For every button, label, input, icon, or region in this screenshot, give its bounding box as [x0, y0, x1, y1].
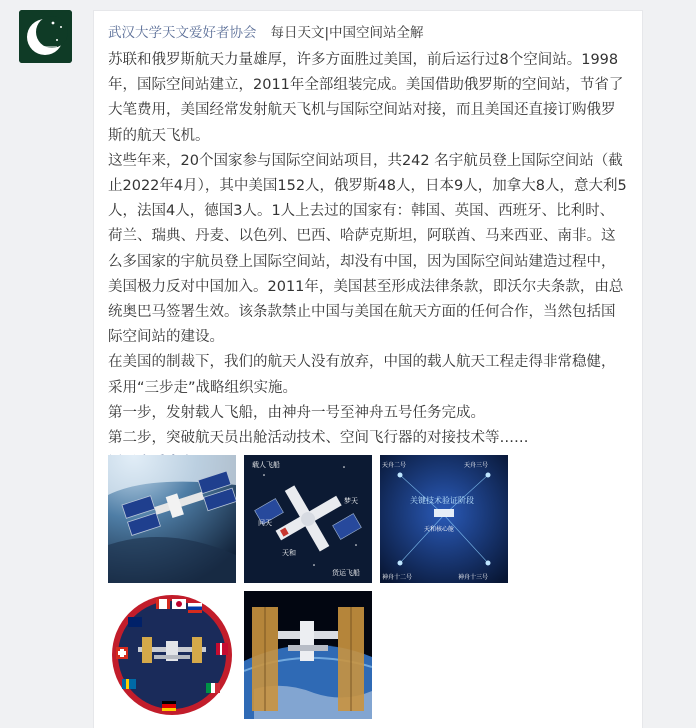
post-header	[108, 23, 424, 43]
paragraph-1: 苏联和俄罗斯航天力量雄厚，许多方面胜过美国，前后运行过8个空间站。1998年，国际空间站建立，2011年全部组装完成。美国借助俄罗斯的空间站，节省了大笔费用，美国经常发射航天飞机与国际空间站对接，而且美国还直接订购俄罗斯的航天飞机。	[108, 52, 624, 144]
diagram-label: 货运飞船	[332, 569, 360, 577]
diagram-label: 神舟十二号	[382, 574, 413, 581]
paragraph-4: 第一步，发射载人飞船，由神舟一号至神舟五号任务完成。	[108, 404, 485, 421]
paragraph-2: 这些年来，20个国家参与国际空间站项目，共242 名宇航员登上国际空间站（截止2022年4月），其中美国152人，俄罗斯48人，日本9人，加拿大8人，意大利5人，法国4人，德国3人。1人上去过的国家有：韩国、英国、西班牙、比利时、荷兰、瑞典、丹麦、以色列、巴西、哈萨克斯坦，阿联酋、马来西亚、南非。这么多国家的宇航员登上国际空间站，却没有中国，因为国际空间站建造过程中，美国极力反对中国加入。2011年，美国甚至形成法律条款，即沃尔夫条款，由总统奥巴马签署生效。该条款禁止中国与美国在航天方面的任何合作，当然包括国际空间站的建设。	[108, 152, 627, 346]
diagram-label: 神舟十三号	[458, 574, 489, 581]
diagram-label: 天舟三号	[464, 462, 489, 469]
paragraph-5: 第二步，突破航天员出舱活动技术、空间飞行器的对接技术等……	[108, 430, 529, 447]
image-thumbnail-iss-patch[interactable]	[108, 591, 236, 719]
feed-card	[93, 10, 643, 728]
diagram-label: 天和	[282, 549, 296, 557]
post-body	[108, 48, 628, 476]
diagram-label: 问天	[258, 519, 272, 527]
account-name-link[interactable]: 武汉大学天文爱好者协会	[108, 25, 257, 41]
image-thumbnail-station-earth[interactable]	[108, 455, 236, 583]
image-thumbnail-tech-stage[interactable]	[380, 455, 508, 583]
diagram-label: 载人飞船	[252, 461, 280, 469]
diagram-label: 天和核心舱	[424, 526, 455, 533]
paragraph-3: 在美国的制裁下，我们的航天人没有放弃，中国的载人航天工程走得非常稳健，采用“三步走”战略组织实施。	[108, 354, 616, 396]
article-title[interactable]: 每日天文|中国空间站全解	[270, 25, 424, 41]
image-thumbnail-iss-earth[interactable]	[244, 591, 372, 719]
diagram-label: 天舟二号	[382, 462, 407, 469]
image-thumbnail-station-diagram[interactable]	[244, 455, 372, 583]
diagram-label: 关键技术验证阶段	[410, 496, 474, 505]
avatar[interactable]	[19, 10, 72, 63]
diagram-label: 梦天	[344, 497, 358, 505]
moon-logo-icon	[19, 10, 72, 63]
